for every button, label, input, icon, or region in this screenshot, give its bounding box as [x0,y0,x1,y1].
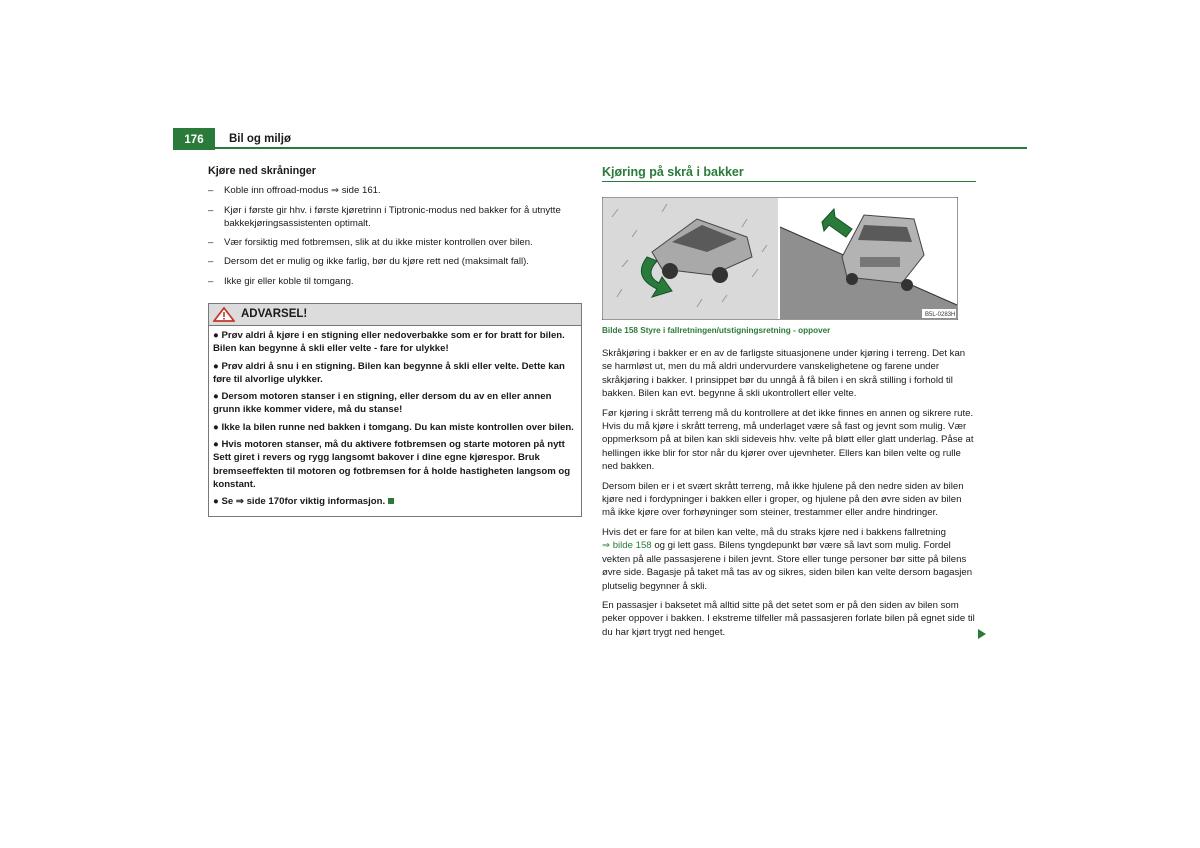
warning-item: ● Ikke la bilen runne ned bakken i tomgang. Du kan miste kontrollen over bilen. [213,421,574,433]
figure-code: B5L-0283H [925,312,956,318]
paragraph: Før kjøring i skrått terreng må du kontrollere at det ikke finnes en annen og sikrere rute. Hvis du må kjøre i skrått terreng, må underlaget være så fast og jevnt som mulig. Vær oppmerksom på at bilen kan skli sideveis hhv. velte på bløtt eller glatt underlag. Påse at hellingen ikke blir for stor når du kjører over ujevnheter. Ellers kan bilen velte og rulle ned bakken. [602,407,974,473]
right-column [602,347,976,645]
step-item: – Kjør i første gir hhv. i første kjøretrinn i Tiptronic-modus ned bakker for å utnytte bakkekjøringsassistenten optimalt. [208,204,582,231]
step-list [208,184,582,288]
paragraph: En passasjer i baksetet må alltid sitte på det setet som er på den siden av bilen som peker oppover i bakken. I ekstreme tilfeller må passasjeren forlate bilen på egnet side til du har kjørt trygt ned henget. [602,599,975,638]
figure-link[interactable]: ⇒ bilde 158 [602,540,652,552]
warning-triangle-icon [213,307,235,322]
warning-item: ● Prøv aldri å kjøre i en stigning eller nedoverbakke som er for bratt for bilen. Bilen kan begynne å skli eller velte - fare for ulykke! [213,330,565,355]
warning-item: ● Dersom motoren stanser i en stigning, eller dersom du av en eller annen grunn ikke kommer videre, må du stanse! [213,391,552,416]
warning-box [208,303,582,517]
end-marker-icon [388,498,394,504]
figure-illustration [602,197,958,320]
figure-caption: Bilde 158 Styre i fallretningen/utstigningsretning - oppover [602,326,831,335]
warning-header [209,304,581,326]
section-title: Bil og miljø [229,133,291,145]
step-item: – Ikke gir eller koble til tomgang. [208,275,582,288]
left-column [208,165,582,294]
right-heading: Kjøring på skrå i bakker [602,165,976,182]
warning-title: ADVARSEL! [241,308,308,320]
warning-body [209,326,581,516]
warning-item: ● Hvis motoren stanser, må du aktivere fotbremsen og starte motoren på nytt Sett giret i revers og rygg langsomt bakover i dine egne kjørespor. Bruk bremseeffekten til motoren og fotbremsen for å holde hastigheten langsom og konstant. [213,439,571,490]
step-item: – Vær forsiktig med fotbremsen, slik at du ikke mister kontrollen over bilen. [208,236,582,249]
paragraph: Dersom bilen er i et svært skrått terreng, må ikke hjulene på den nedre siden av bilen kjøre ned i fordypninger i bakken eller i groper, og hjulene på den øvre siden av bilen må ikke kjøre over forhøyninger som steiner, trestammer eller andre hindringer. [602,480,964,519]
warning-item: ● Se ⇒ side 170for viktig informasjon. [213,495,577,508]
warning-item: ● Prøv aldri å snu i en stigning. Bilen kan begynne å skli eller velte. Dette kan føre til alvorlige ulykker. [213,360,565,385]
continue-arrow-icon [978,629,986,639]
paragraph: Hvis det er fare for at bilen kan velte, må du straks kjøre ned i bakkens fallretning ⇒ bilde 158 og gi lett gass. Bilens tyngdepunkt bør være så lavt som mulig. Fordel vekten på alle passasjerene i bilen jevnt. Store eller tunge personer bør sitte på bilens øvre side. Bagasje på taket må tas av og sikres, siden bilen kan velte dersom bagasjen plutselig begynner å skli. [602,526,973,592]
step-item: – Koble inn offroad-modus ⇒ side 161. [208,184,582,197]
page-number: 176 [173,128,215,150]
paragraph: Skråkjøring i bakker er en av de farligste situasjonene under kjøring i terreng. Det kan se harmløst ut, men du må aldri undervurdere vanskelighetene og farene under skråkjøring i bakker. I prinsippet bør du unngå å få bilen i en skrå stilling i forhold til bakken. Bilen kan evt. begynne å skli ukontrollert eller velte. [602,348,966,400]
step-item: – Dersom det er mulig og ikke farlig, bør du kjøre rett ned (maksimalt fall). [208,255,582,268]
left-heading: Kjøre ned skråninger [208,165,317,177]
header-rule [215,147,1027,149]
page-header [173,128,1027,150]
